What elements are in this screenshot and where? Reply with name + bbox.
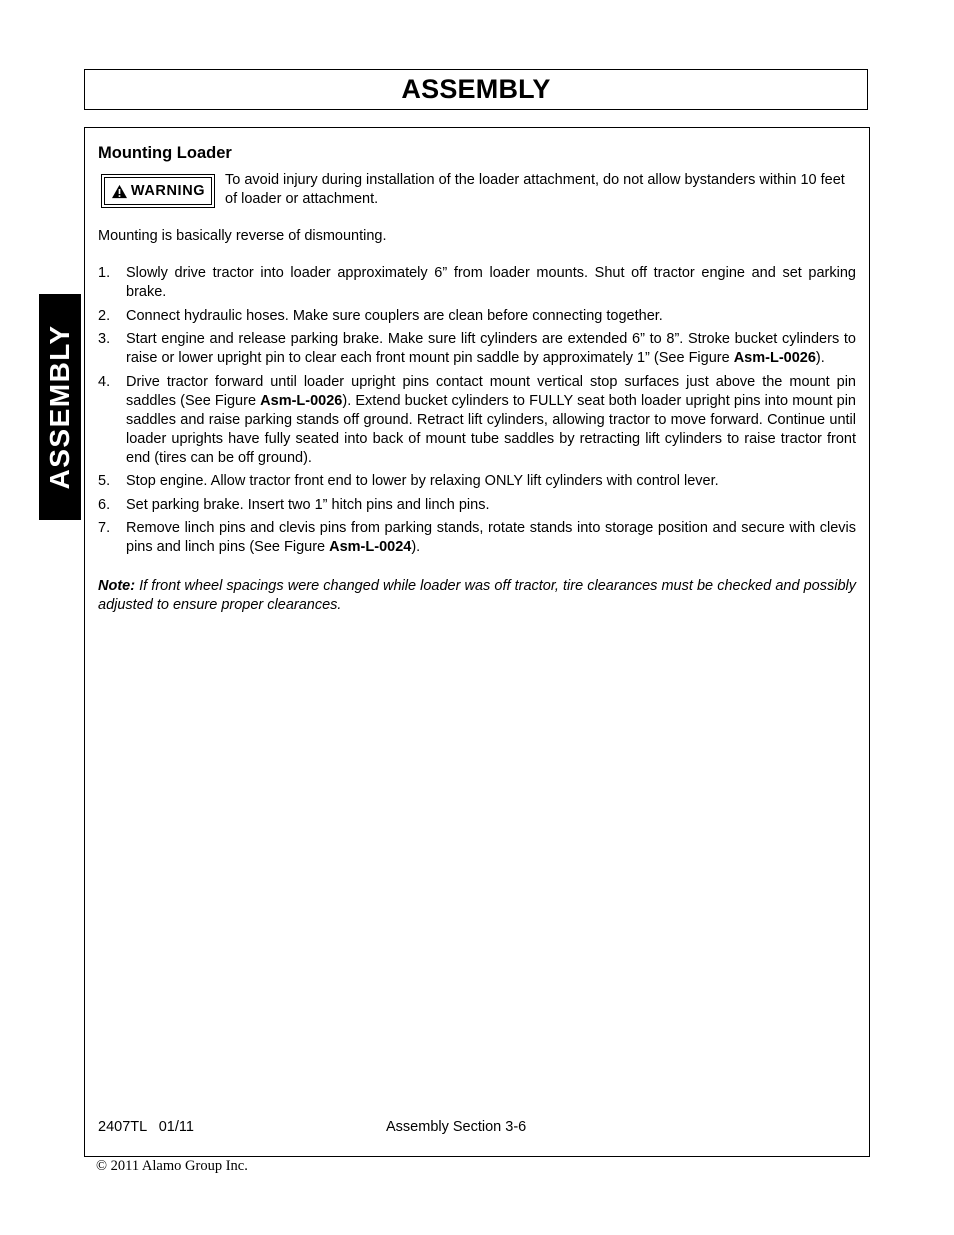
warning-text: To avoid injury during installation of the loader attachment, do not allow bystanders within 10 feet of loader or attachment. xyxy=(225,172,845,207)
side-tab xyxy=(39,294,81,520)
step-text: Connect hydraulic hoses. Make sure couplers are clean before connecting together. xyxy=(126,307,663,324)
step-2 xyxy=(98,307,856,326)
step-number: 5. xyxy=(98,473,111,489)
footer-section-page: Assembly Section 3-6 xyxy=(386,1119,527,1135)
steps-list xyxy=(98,264,856,562)
step-6 xyxy=(98,496,856,515)
step-number: 4. xyxy=(98,373,111,390)
step-text: Stop engine. Allow tractor front end to lower by relaxing ONLY lift cylinders with control lever. xyxy=(126,473,719,489)
step-number: 2. xyxy=(98,307,111,324)
warning-label: WARNING xyxy=(130,183,206,199)
note-label: Note: xyxy=(98,578,136,594)
step-number: 3. xyxy=(98,331,111,347)
step-3 xyxy=(98,330,856,368)
figure-ref: Asm-L-0024 xyxy=(329,539,412,555)
step-text: Set parking brake. Insert two 1” hitch pins and linch pins. xyxy=(126,496,490,513)
step-text: Slowly drive tractor into loader approximately 6” from loader mounts. Shut off tractor engine and set parking brake. xyxy=(126,265,856,300)
figure-ref: Asm-L-0026 xyxy=(260,392,343,409)
footer-model-date: 2407TL 01/11 xyxy=(98,1119,194,1135)
step-5 xyxy=(98,472,856,491)
step-1 xyxy=(98,264,856,302)
header-box xyxy=(84,69,868,110)
note xyxy=(98,577,856,615)
step-text-end: ). xyxy=(411,539,421,555)
warning-badge-inner xyxy=(104,177,212,205)
step-text-end: ). Extend bucket cylinders to FULLY seat both loader upright pins into mount pin saddles and raise parking stands off ground. Retract lift cylinders, allowing tractor to move forward. Continue until loader uprights have fully seated into back of mount tube saddles by retracting lift cylinders to raise tractor front end (tires can be off ground). xyxy=(126,392,856,466)
warning-badge xyxy=(101,174,215,208)
step-number: 7. xyxy=(98,520,111,536)
step-number: 6. xyxy=(98,496,111,513)
page-title: ASSEMBLY xyxy=(401,74,551,104)
copyright: © 2011 Alamo Group Inc. xyxy=(96,1158,248,1174)
side-tab-label: ASSEMBLY xyxy=(44,324,75,490)
warning-triangle-icon xyxy=(111,184,128,199)
step-4 xyxy=(98,373,856,468)
intro-text: Mounting is basically reverse of dismounting. xyxy=(98,228,387,244)
step-text: Remove linch pins and clevis pins from parking stands, rotate stands into storage position and secure with clevis pins and linch pins (See Figure xyxy=(126,520,856,555)
step-number: 1. xyxy=(98,265,111,281)
figure-ref: Asm-L-0026 xyxy=(733,350,816,366)
step-text: Start engine and release parking brake. Make sure lift cylinders are extended 6” to 8”. Stroke bucket cylinders to raise or lower upright pin to clear each front mount pin saddle by approximately 1” (See Figure xyxy=(126,331,856,366)
step-text: Drive tractor forward until loader upright pins contact mount vertical stop surfaces just above the mount pin saddles (See Figure xyxy=(126,373,856,409)
section-title: Mounting Loader xyxy=(98,144,232,162)
step-text-end: ). xyxy=(815,350,825,366)
step-7 xyxy=(98,519,856,557)
note-text: If front wheel spacings were changed while loader was off tractor, tire clearances must be checked and possibly adjusted to ensure proper clearances. xyxy=(98,578,856,613)
